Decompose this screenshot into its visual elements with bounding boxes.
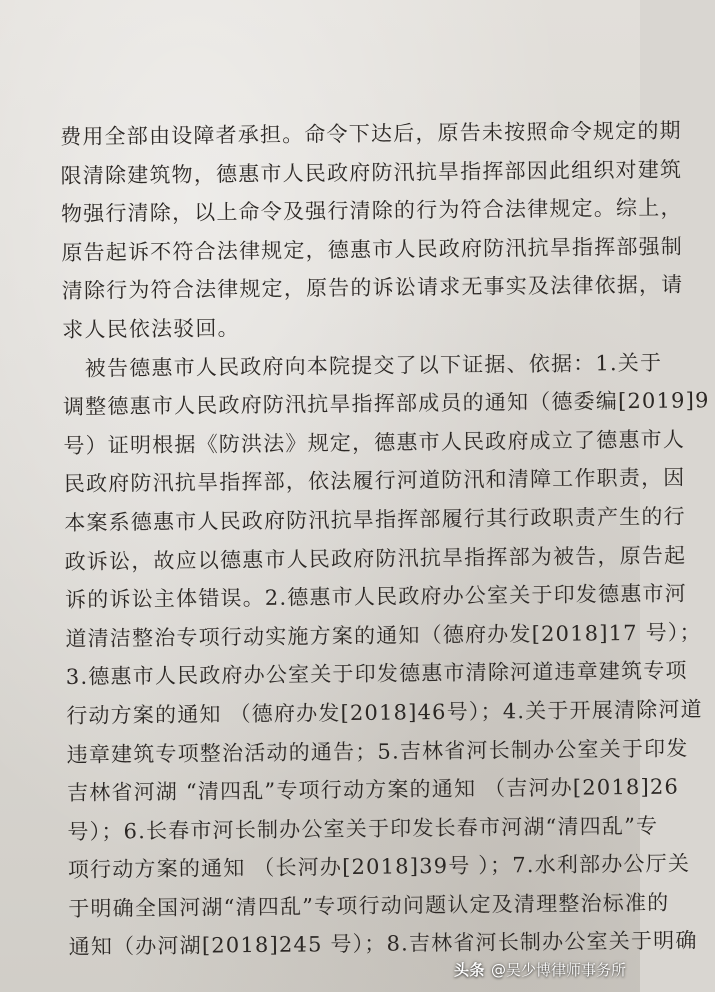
text-line: 号）证明根据《防洪法》规定，德惠市人民政府成立了德惠市人 <box>63 427 686 458</box>
text-line: 号）；6.长春市河长制办公室关于印发长春市河湖“清四乱”专 <box>67 813 659 844</box>
text-line: 道清洁整治专项行动实施方案的通知（德府办发[2018]17 号）； <box>65 620 702 651</box>
watermark-brand: 头条 <box>453 961 485 979</box>
text-line: 求人民依法驳回。 <box>62 316 240 342</box>
document-text <box>60 112 710 967</box>
watermark <box>454 959 626 980</box>
text-line: 原告起诉不符合法律规定，德惠市人民政府防汛抗旱指挥部强制 <box>61 234 684 265</box>
text-line: 民政府防汛抗旱指挥部，依法履行河道防汛和清障工作职责，因 <box>63 465 686 497</box>
text-line: 清除行为符合法律规定，原告的诉讼请求无事实及法律依据，请 <box>61 272 684 304</box>
text-line: 政诉讼，故应以德惠市人民政府防汛抗旱指挥部为被告，原告起 <box>64 542 687 574</box>
text-line: 限清除建筑物，德惠市人民政府防汛抗旱指挥部因此组织对建筑 <box>60 157 683 188</box>
watermark-account: @吴少博律师事务所 <box>490 961 626 979</box>
text-line: 被告德惠市人民政府向本院提交了以下证据、依据：1.关于 <box>62 350 663 381</box>
text-line: 3.德惠市人民政府办公室关于印发德惠市清除河道违章建筑专项 <box>65 658 688 690</box>
text-line: 诉的诉讼主体错误。2.德惠市人民政府办公室关于印发德惠市河 <box>64 581 687 613</box>
text-line: 物强行清除，以上命令及强行清除的行为符合法律规定。综上， <box>60 195 683 227</box>
text-line: 吉林省河湖 “清四乱”专项行动方案的通知 （吉河办[2018]26 <box>66 774 680 806</box>
paragraph-2 <box>62 344 710 967</box>
paragraph-1 <box>60 112 684 349</box>
text-line: 于明确全国河湖“清四乱”专项行动问题认定及清理整治标准的 <box>68 890 670 921</box>
text-line: 项行动方案的通知 （长河办[2018]39号 ）；7.水利部办公厅关 <box>67 851 691 883</box>
text-line: 费用全部由设障者承担。命令下达后，原告未按照命令规定的期 <box>60 118 682 149</box>
text-line: 行动方案的通知 （德府办发[2018]46号）；4.关于开展清除河道 <box>66 697 703 728</box>
text-line: 本案系德惠市人民政府防汛抗旱指挥部履行其行政职责产生的行 <box>64 504 686 535</box>
text-line: 违章建筑专项整治活动的通告；5.吉林省河长制办公室关于印发 <box>66 735 689 767</box>
text-line: 调整德惠市人民政府防汛抗旱指挥部成员的通知（德委编[2019]9 <box>62 388 710 420</box>
text-line: 通知（办河湖[2018]245 号）；8.吉林省河长制办公室关于明确 <box>68 928 698 960</box>
